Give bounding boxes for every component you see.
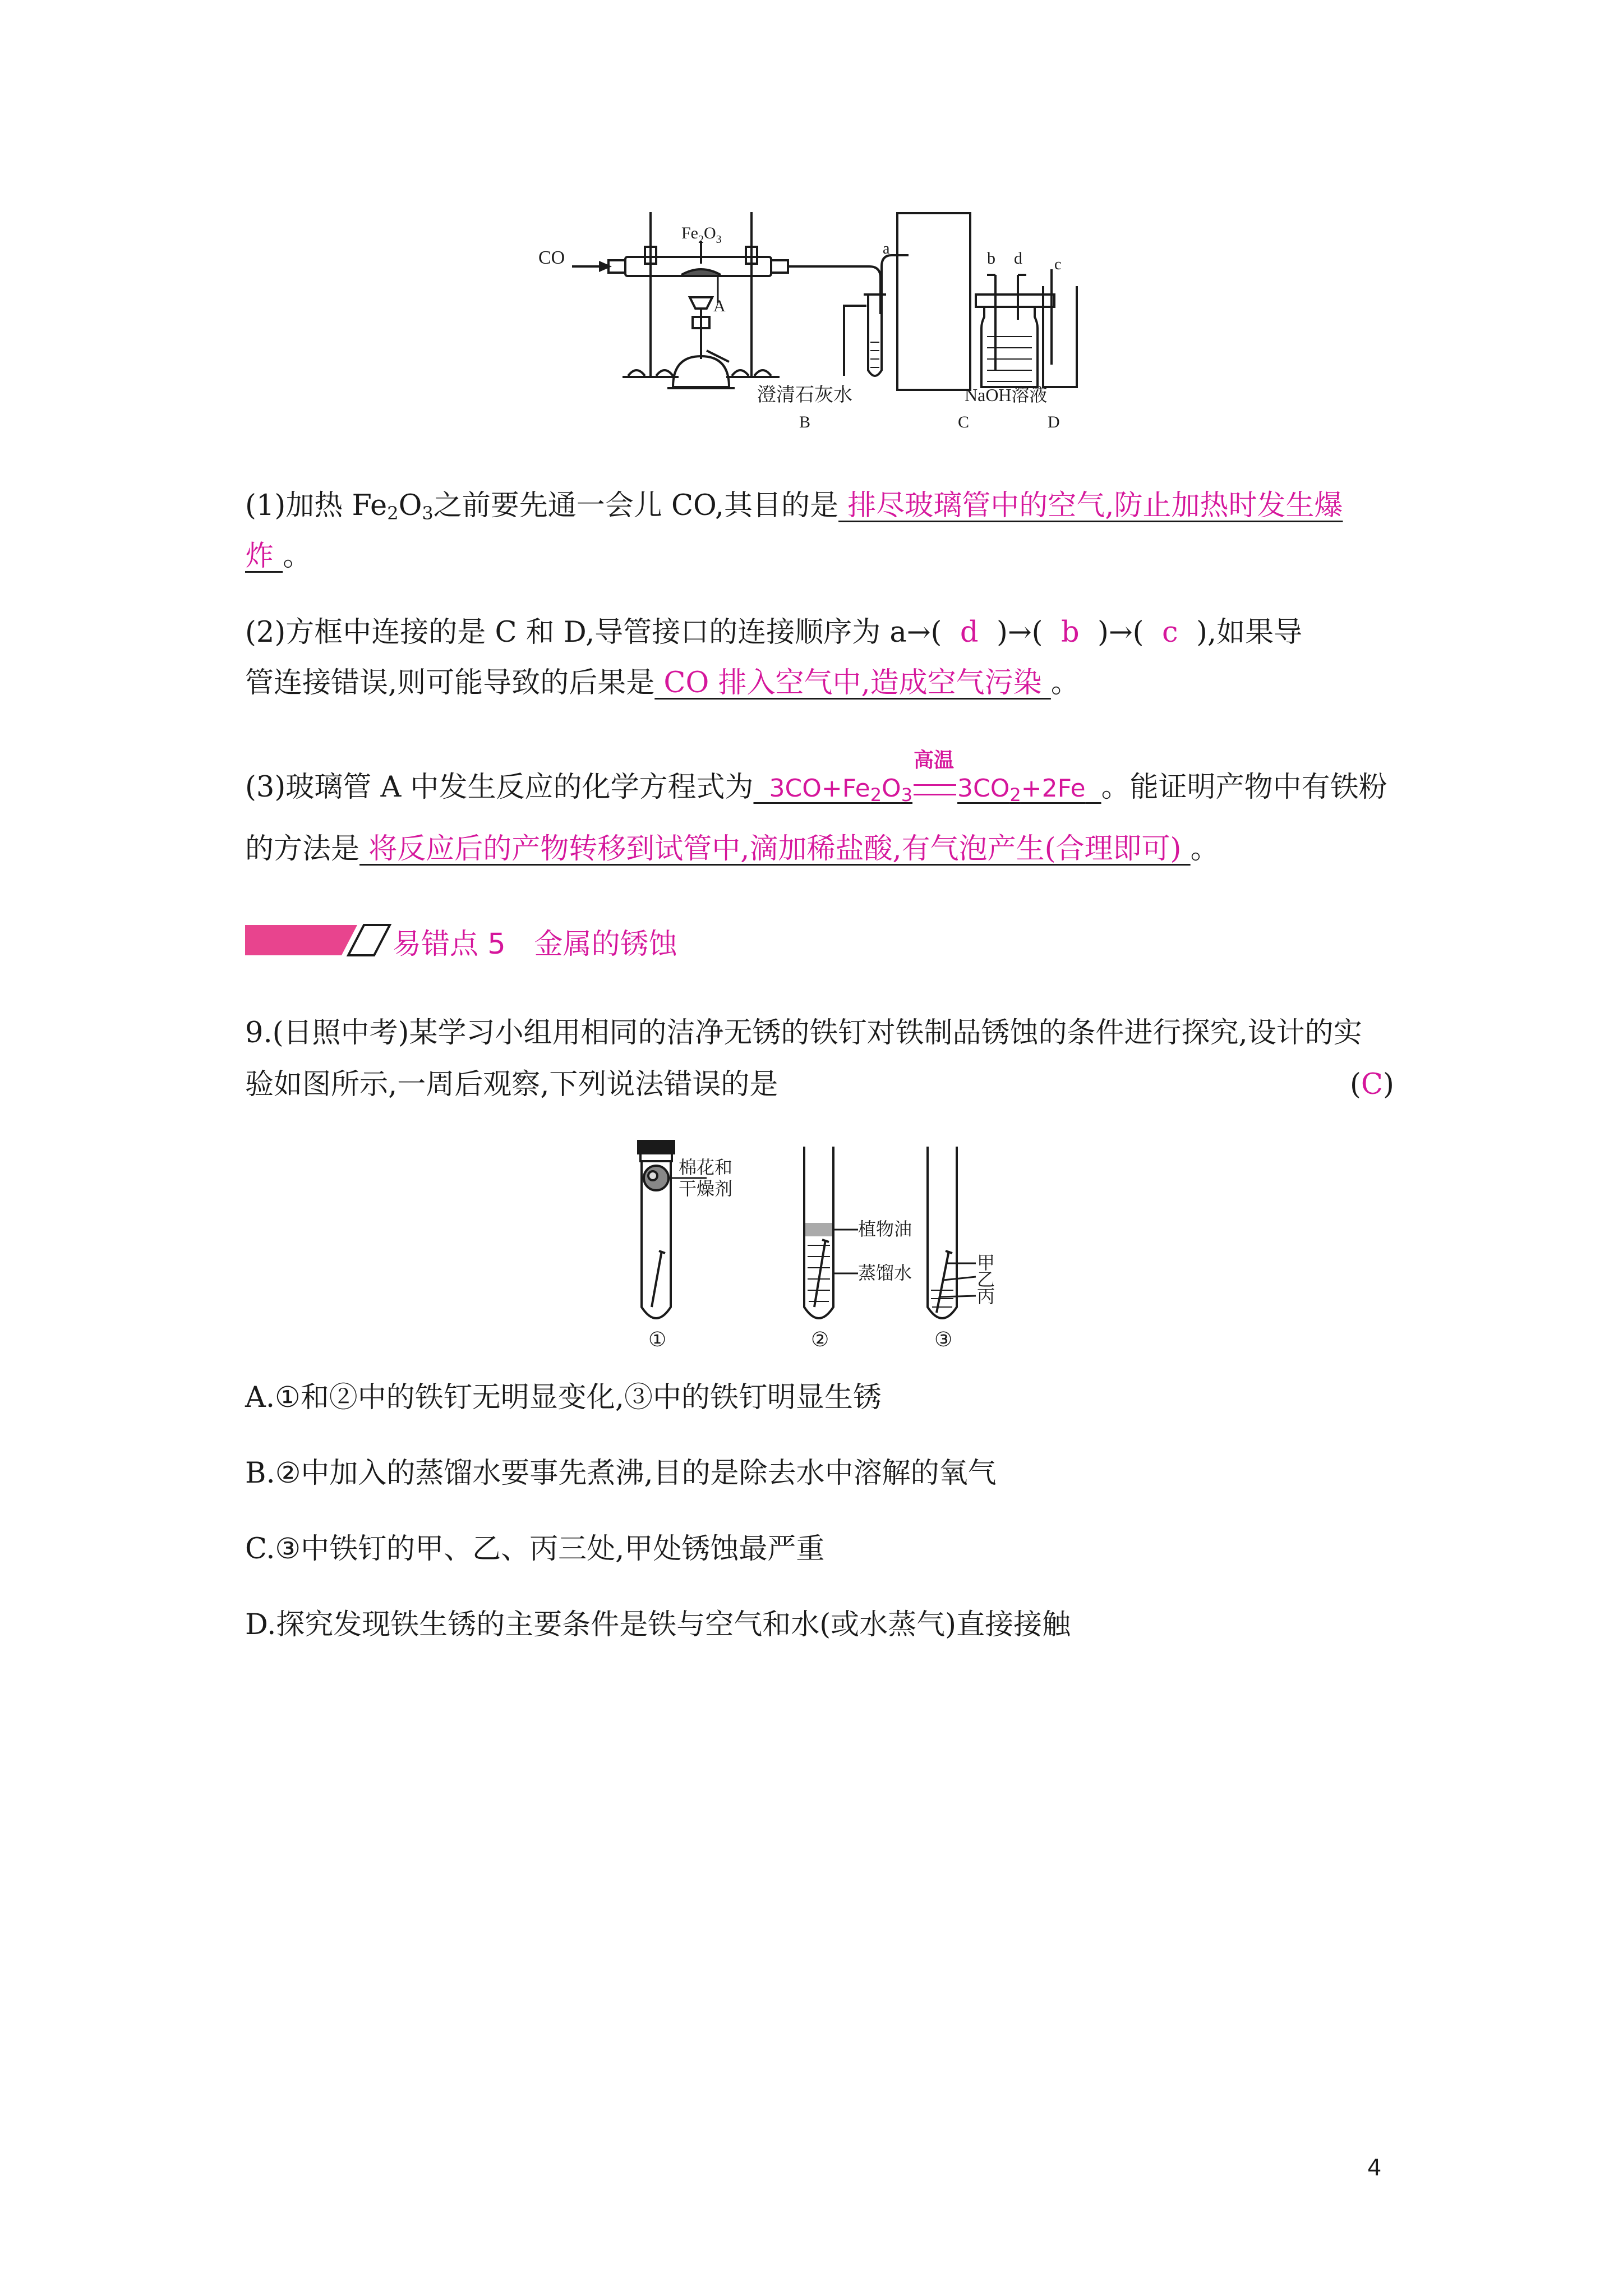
question-9-line-1: 9.(日照中考)某学习小组用相同的洁净无锈的铁钉对铁制品锈蚀的条件进行探究,设计的实 bbox=[245, 1016, 1362, 1050]
naoh-label: NaOH溶液 bbox=[965, 385, 1048, 405]
section-tag-banner bbox=[245, 923, 394, 958]
question-2-line-1: (2)方框中连接的是 C 和 D,导管接口的连接顺序为 a→( d )→( b )→( c ),如果导 bbox=[245, 616, 1303, 649]
caption-b: B bbox=[799, 413, 811, 431]
question-2-answer-3: c bbox=[1162, 616, 1178, 649]
tube-1-label: ① bbox=[648, 1328, 667, 1351]
desiccant-label: 干燥剂 bbox=[679, 1179, 733, 1199]
fe2o3-label-fe: Fe bbox=[681, 224, 698, 242]
co-reduction-apparatus-figure bbox=[538, 208, 1088, 438]
point-yi-label: 乙 bbox=[977, 1269, 995, 1290]
option-d: D.探究发现铁生锈的主要条件是铁与空气和水(或水蒸气)直接接触 bbox=[245, 1608, 1071, 1641]
question-1-answer-part-1: 排尽玻璃管中的空气,防止加热时发生爆 bbox=[838, 489, 1343, 522]
question-3-line-2: 的方法是 将反应后的产物转移到试管中,滴加稀盐酸,有气泡产生(合理即可) 。 bbox=[245, 832, 1219, 866]
question-1-answer-part-2: 炸 bbox=[245, 540, 283, 573]
question-9-line-2: 验如图所示,一周后观察,下列说法错误的是 bbox=[245, 1068, 778, 1101]
water-label: 蒸馏水 bbox=[858, 1263, 912, 1283]
cotton-label: 棉花和 bbox=[679, 1157, 733, 1177]
question-3-equation: $3CO+Fe_2O_3$ 高温 $3CO_2+2Fe$ bbox=[754, 774, 1101, 803]
option-a: A.①和②中的铁钉无明显变化,③中的铁钉明显生锈 bbox=[245, 1381, 882, 1414]
tube-a-label: A bbox=[713, 297, 726, 315]
co-inlet-label: CO bbox=[538, 247, 565, 268]
port-a-label: a bbox=[883, 240, 890, 257]
page-number: 4 bbox=[1367, 2155, 1382, 2181]
question-9-answer: C bbox=[1361, 1068, 1383, 1101]
rust-experiment-figure bbox=[628, 1139, 1009, 1352]
equation-condition: 高温 bbox=[914, 749, 955, 772]
tube-2-label: ② bbox=[811, 1328, 829, 1351]
question-1-line-2: 炸 。 bbox=[245, 540, 312, 573]
caption-c: C bbox=[958, 413, 970, 431]
question-2-answer-2: b bbox=[1061, 616, 1080, 649]
tube-3-label: ③ bbox=[934, 1328, 953, 1351]
question-2-line-2: 管连接错误,则可能导致的后果是 CO 排入空气中,造成空气污染 。 bbox=[245, 666, 1080, 700]
limewater-label: 澄清石灰水 bbox=[757, 385, 852, 406]
option-c: C.③中铁钉的甲、乙、丙三处,甲处锈蚀最严重 bbox=[245, 1533, 825, 1566]
oil-label: 植物油 bbox=[858, 1219, 912, 1239]
question-2-answer-consequence: CO 排入空气中,造成空气污染 bbox=[654, 666, 1051, 700]
point-bing-label: 丙 bbox=[977, 1286, 995, 1306]
question-2-answer-1: d bbox=[960, 616, 979, 649]
section-title: 易错点 5 金属的锈蚀 bbox=[393, 928, 677, 961]
svg-text:Fe2O3: $Fe_2O_3$ bbox=[681, 224, 722, 246]
point-jia-label: 甲 bbox=[977, 1253, 995, 1273]
question-3-line-1: (3)玻璃管 A 中发生反应的化学方程式为 $3CO+Fe_2O_3$ 高温 $3CO_2+2Fe$ 。能证明产物中有铁粉 bbox=[245, 770, 1387, 807]
port-d-label: d bbox=[1014, 249, 1022, 268]
option-b: B.②中加入的蒸馏水要事先煮沸,目的是除去水中溶解的氧气 bbox=[245, 1457, 997, 1490]
question-1-line-1: (1)加热 $Fe_2O_3$之前要先通一会儿 CO,其目的是 排尽玻璃管中的空气,防止加热时发生爆 bbox=[245, 489, 1343, 524]
question-9-answer-bracket: (C) bbox=[1350, 1068, 1394, 1101]
caption-d: D bbox=[1048, 413, 1060, 431]
equation-equals-sign bbox=[914, 784, 956, 795]
port-b-label: b bbox=[987, 249, 995, 268]
port-c-label: c bbox=[1054, 256, 1062, 273]
question-3-answer-method: 将反应后的产物转移到试管中,滴加稀盐酸,有气泡产生(合理即可) bbox=[359, 832, 1191, 866]
